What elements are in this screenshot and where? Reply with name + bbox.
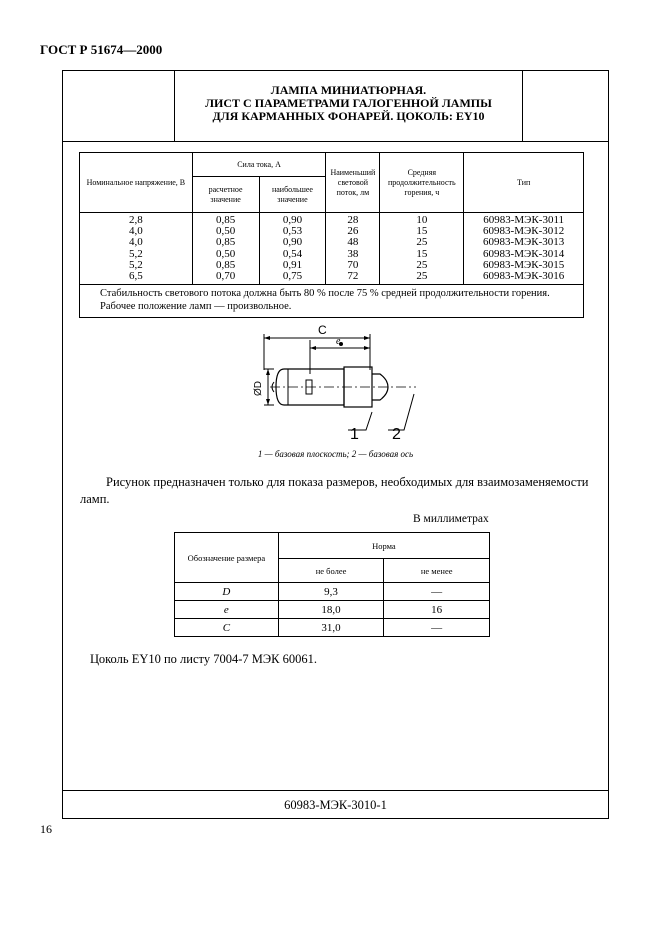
current-rated-value: 0,85 [215,236,236,249]
life-value: 15 [416,247,428,260]
note-line: Рабочее положение ламп — произвольное. [100,300,292,312]
current-max-column [259,213,326,285]
dim-max: 9,3 [278,583,384,601]
title-right-cell [522,70,609,141]
current-rated-value: 0,70 [215,270,236,283]
title-block [62,70,609,142]
sheet-number: 60983-МЭК-3010-1 [62,790,609,819]
current-rated-value: 0,50 [215,225,236,238]
flux-value: 26 [347,225,359,238]
arrow-c-left [264,336,270,340]
current-rated-value: 0,85 [215,214,236,226]
life-value: 25 [416,258,428,271]
header-voltage: Номинальное напряжение, В [80,153,193,213]
flux-value: 38 [347,247,359,260]
table-row [175,619,490,637]
sheet-title [175,84,522,123]
type-value: 60983-МЭК-3014 [483,247,565,260]
current-rated-value: 0,85 [215,258,236,271]
header-life: Средняя продолжительность горения, ч [380,153,464,213]
leader-2 [388,394,414,430]
header-current-rated: расчетное значение [192,177,259,213]
current-rated-column [192,213,259,285]
title-line-3: ДЛЯ КАРМАННЫХ ФОНАРЕЙ. ЦОКОЛЬ: EY10 [212,109,485,123]
life-column [380,213,464,285]
voltage-value: 5,2 [128,247,143,260]
current-max-value: 0,53 [282,225,303,238]
note-line: Стабильность светового потока должна быть 80 % после 75 % средней продолжительности горения. [100,288,550,300]
voltage-column [80,213,193,285]
header-norm: Норма [278,533,489,559]
voltage-value: 4,0 [128,225,143,238]
label-d: ØD [253,381,264,396]
voltage-value: 4,0 [128,236,143,249]
parameters-table [79,152,584,318]
header-flux: Наименьший световой поток, лм [326,153,380,213]
label-2: 2 [392,426,401,442]
title-left-cell [62,70,175,141]
lamp-drawing [240,322,430,442]
type-column [464,213,584,285]
type-value: 60983-МЭК-3016 [483,270,565,283]
dim-max: 18,0 [278,601,384,619]
current-max-value: 0,91 [282,258,303,271]
dimensions-table [174,532,490,637]
dim-symbol: C [175,619,279,637]
voltage-value: 2,8 [128,214,143,226]
arrow-c-right [364,336,370,340]
document-code: ГОСТ Р 51674—2000 [40,42,163,57]
title-line-2: ЛИСТ С ПАРАМЕТРАМИ ГАЛОГЕННОЙ ЛАМПЫ [205,96,492,110]
cap-note: Цоколь EY10 по листу 7004-7 МЭК 60061. [90,652,317,666]
dim-symbol: D [175,583,279,601]
page-number: 16 [40,822,52,836]
arrow-d-bottom [266,399,270,405]
flux-column [326,213,380,285]
flux-value: 70 [347,258,359,271]
title-line-1: ЛАМПА МИНИАТЮРНАЯ. [270,83,427,97]
label-1: 1 [350,426,359,442]
life-value: 25 [416,270,428,283]
units-note: В миллиметрах [413,513,489,525]
header-current-max: наибольшее значение [259,177,326,213]
life-value: 25 [416,236,428,249]
table-row [175,601,490,619]
header-type: Тип [464,153,584,213]
dim-min: — [384,583,490,601]
label-c: C [318,323,327,337]
header-current: Сила тока, А [192,153,326,177]
body-paragraph: Рисунок предназначен только для показа размеров, необходимых для взаимозаменяемости ламп. [80,475,589,506]
figure-caption: 1 — базовая плоскость; 2 — базовая ось [257,449,414,459]
voltage-value: 5,2 [128,258,143,271]
current-max-value: 0,54 [282,247,303,260]
dim-min: 16 [384,601,490,619]
flux-value: 28 [347,214,359,226]
header-designation: Обозначение размера [175,533,279,583]
voltage-value: 6,5 [128,270,143,283]
type-value: 60983-МЭК-3013 [483,236,565,249]
header-max: не более [278,559,384,583]
flux-value: 72 [347,270,359,283]
arrow-d-top [266,369,270,375]
type-value: 60983-МЭК-3011 [483,214,565,226]
dim-symbol: e [175,601,279,619]
type-value: 60983-МЭК-3012 [483,225,565,238]
header-min: не менее [384,559,490,583]
table-note [80,285,584,318]
flux-value: 48 [347,236,359,249]
dim-min: — [384,619,490,637]
current-max-value: 0,90 [282,214,303,226]
life-value: 15 [416,225,428,238]
type-value: 60983-МЭК-3015 [483,258,565,271]
dim-max: 31,0 [278,619,384,637]
arrow-e-left [310,346,316,350]
life-value: 10 [416,214,428,226]
table-row [175,583,490,601]
arrow-e-right [364,346,370,350]
current-rated-value: 0,50 [215,247,236,260]
label-e: e [336,336,341,347]
current-max-value: 0,75 [282,270,303,283]
current-max-value: 0,90 [282,236,303,249]
